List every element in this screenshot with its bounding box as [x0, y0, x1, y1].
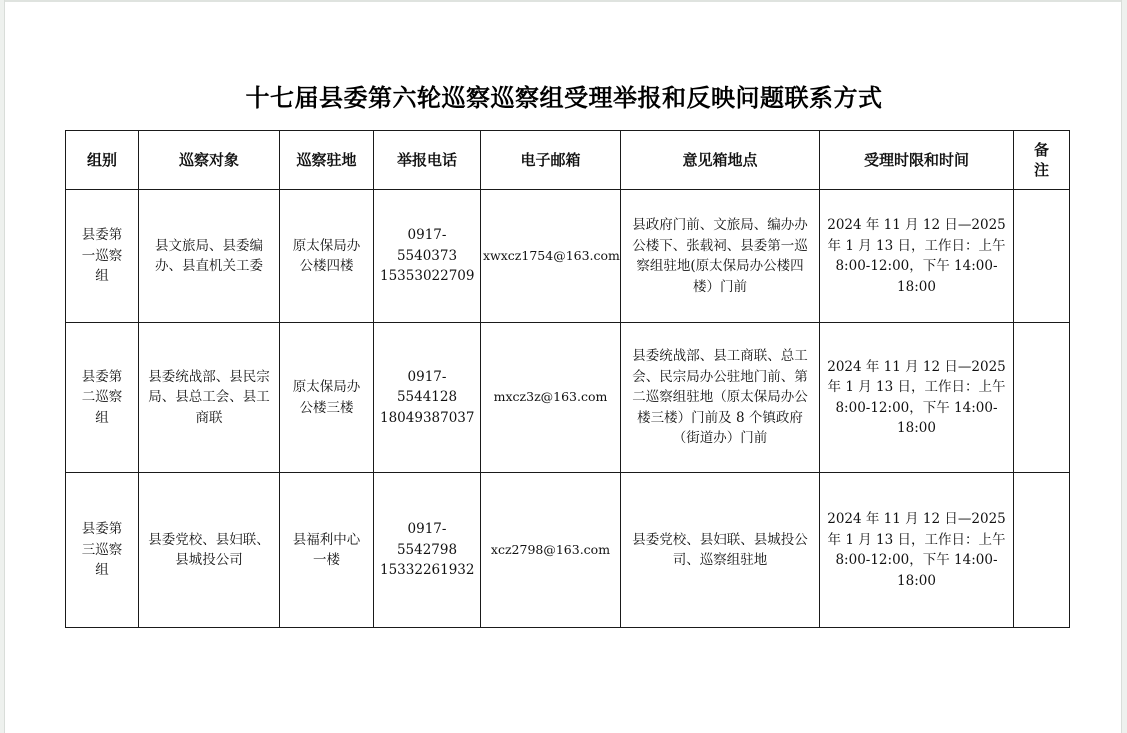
cell-location: 原太保局办公楼三楼 — [280, 323, 374, 473]
cell-email: xwxcz1754@163.com — [481, 190, 621, 323]
cell-email: xcz2798@163.com — [481, 473, 621, 628]
header-phone: 举报电话 — [374, 131, 481, 190]
table-row — [66, 323, 1070, 473]
cell-target: 县委统战部、县民宗局、县总工会、县工商联 — [139, 323, 280, 473]
table-row — [66, 190, 1070, 323]
header-mailbox: 意见箱地点 — [621, 131, 820, 190]
cell-phone — [374, 473, 481, 628]
cell-phone — [374, 190, 481, 323]
cell-location: 县福利中心一楼 — [280, 473, 374, 628]
cell-phone — [374, 323, 481, 473]
cell-mailbox: 县委统战部、县工商联、总工会、民宗局办公驻地门前、第二巡察组驻地（原太保局办公楼三楼）门前及 8 个镇政府（街道办）门前 — [621, 323, 820, 473]
page-top-edge — [5, 0, 1121, 2]
phone-mobile: 18049387037 — [380, 409, 475, 426]
document-title: 十七届县委第六轮巡察巡察组受理举报和反映问题联系方式 — [245, 83, 883, 112]
cell-note — [1014, 473, 1070, 628]
cell-email: mxcz3z@163.com — [481, 323, 621, 473]
cell-group: 县委第三巡察组 — [66, 473, 139, 628]
header-time: 受理时限和时间 — [820, 131, 1014, 190]
phone-mobile: 15332261932 — [380, 562, 475, 579]
cell-location: 原太保局办公楼四楼 — [280, 190, 374, 323]
header-target: 巡察对象 — [139, 131, 280, 190]
header-group: 组别 — [66, 131, 139, 190]
cell-time: 2024 年 11 月 12 日—2025 年 1 月 13 日，工作日：上午 8:00-12:00，下午 14:00-18:00 — [820, 473, 1014, 628]
cell-note — [1014, 190, 1070, 323]
cell-group: 县委第二巡察组 — [66, 323, 139, 473]
cell-time: 2024 年 11 月 12 日—2025 年 1 月 13 日，工作日：上午 8:00-12:00，下午 14:00-18:00 — [820, 190, 1014, 323]
cell-mailbox: 县委党校、县妇联、县城投公司、巡察组驻地 — [621, 473, 820, 628]
phone-mobile: 15353022709 — [380, 268, 475, 285]
cell-target: 县委党校、县妇联、县城投公司 — [139, 473, 280, 628]
table-row — [66, 473, 1070, 628]
phone-landline: 0917-5540373 — [396, 227, 458, 264]
header-location: 巡察驻地 — [280, 131, 374, 190]
cell-time: 2024 年 11 月 12 日—2025 年 1 月 13 日，工作日：上午 8:00-12:00，下午 14:00-18:00 — [820, 323, 1014, 473]
cell-target: 县文旅局、县委编办、县直机关工委 — [139, 190, 280, 323]
header-email: 电子邮箱 — [481, 131, 621, 190]
table-header-row — [66, 131, 1070, 190]
contact-table — [65, 130, 1070, 628]
cell-note — [1014, 323, 1070, 473]
header-note-line-1: 备 — [1033, 141, 1049, 159]
phone-landline: 0917-5542798 — [396, 521, 458, 558]
header-note-line-2: 注 — [1033, 161, 1049, 179]
header-note — [1014, 131, 1070, 190]
document-page — [4, 0, 1122, 733]
cell-mailbox: 县政府门前、文旅局、编办办公楼下、张载祠、县委第一巡察组驻地(原太保局办公楼四楼）门前 — [621, 190, 820, 323]
phone-landline: 0917-5544128 — [396, 368, 458, 406]
cell-group: 县委第一巡察组 — [66, 190, 139, 323]
